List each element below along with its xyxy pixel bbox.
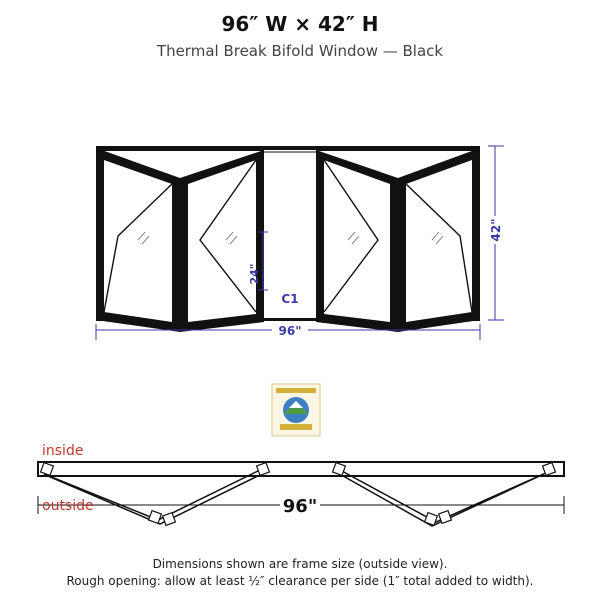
page-subtitle: Thermal Break Bifold Window — Black (156, 42, 444, 60)
plan-view (38, 443, 564, 526)
company-logo (272, 384, 320, 436)
glass-pane-2 (188, 160, 256, 322)
elevation-view (96, 146, 504, 340)
config-label: C1 (281, 292, 299, 306)
note-line-2: Rough opening: allow at least ½″ clearance per side (1″ total added to width). (66, 574, 534, 588)
window-handle (316, 222, 319, 238)
glass-pane-1 (104, 160, 172, 322)
notes-block (0, 556, 600, 590)
plan-width-label: 96" (282, 496, 318, 517)
elevation-height-label: 42" (489, 218, 503, 242)
note-line-1: Dimensions shown are frame size (outside view). (152, 557, 448, 571)
outside-label: outside (42, 498, 94, 514)
elevation-width-label: 96" (278, 324, 302, 338)
page-title: 96″ W × 42″ H (221, 12, 379, 36)
sash-height-label: 24" (248, 263, 261, 285)
plan-head-track (38, 462, 564, 476)
inside-label: inside (42, 443, 84, 459)
